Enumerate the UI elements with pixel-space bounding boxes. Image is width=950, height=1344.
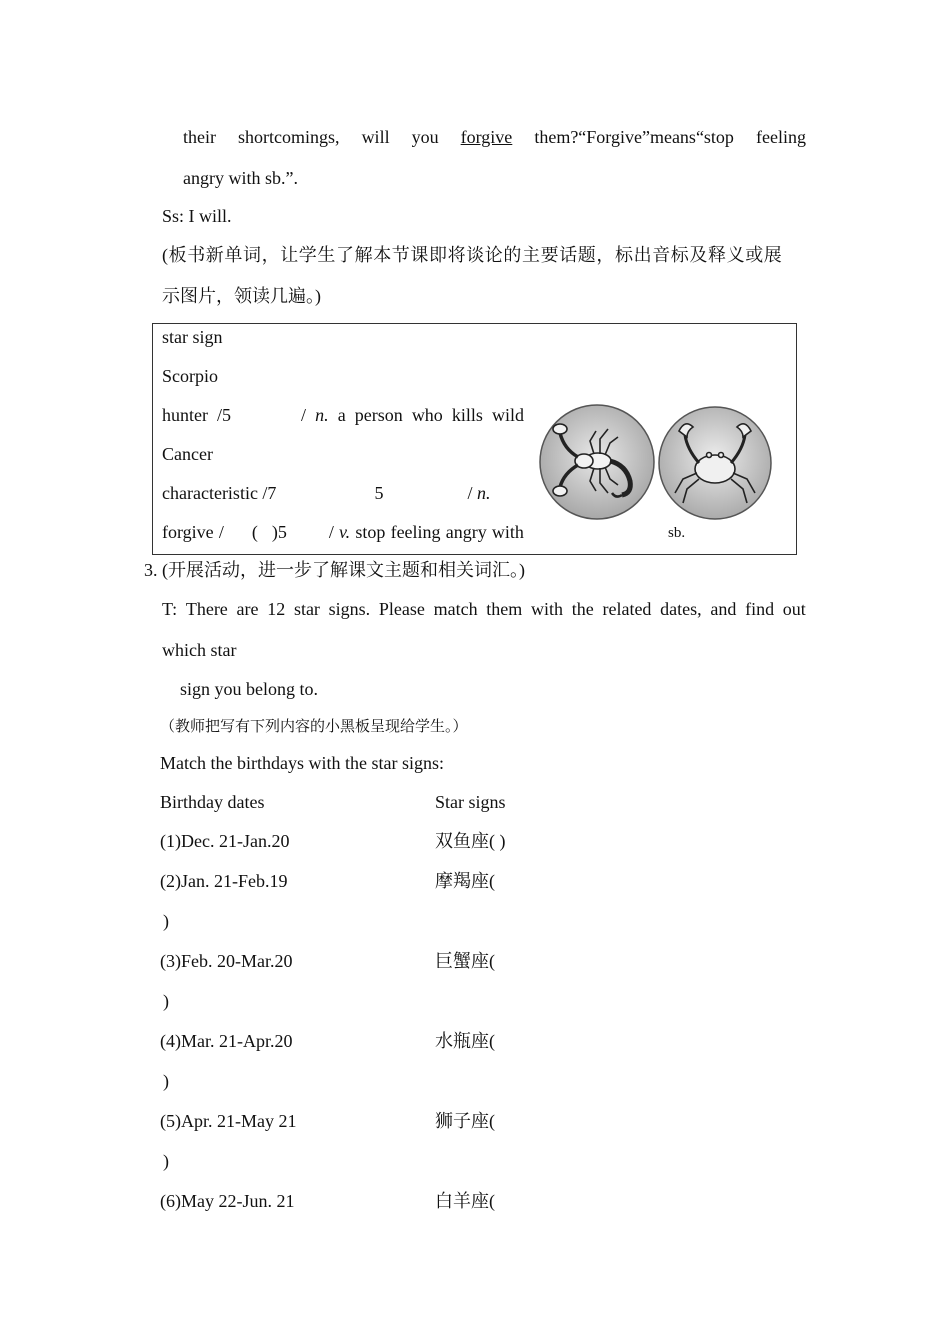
phonetic: /  ( )5   / xyxy=(218,522,334,542)
vocab-cancer: Cancer xyxy=(162,444,213,464)
teacher-line-1 xyxy=(162,598,806,620)
word: their xyxy=(183,127,216,147)
row-1-sign: 双鱼座( ) xyxy=(435,831,506,851)
word: wild xyxy=(491,405,524,425)
row-2-date: (2)Jan. 21-Feb.19 xyxy=(160,871,288,891)
teaching-note-line-2: 示图片，领读几遍。) xyxy=(162,286,321,306)
vocab-forgive-trailing: sb. xyxy=(668,525,686,541)
blackboard-note: （教师把写有下列内容的小黑板呈现给学生。） xyxy=(160,719,468,735)
section-3-heading: 3. (开展活动，进一步了解课文主题和相关词汇。) xyxy=(144,560,525,580)
word: them xyxy=(486,599,523,619)
word: who xyxy=(411,405,443,425)
word: will xyxy=(361,127,390,147)
word: kills xyxy=(451,405,483,425)
word: with xyxy=(531,599,564,619)
teacher-line-2: which star xyxy=(162,640,237,660)
word: out xyxy=(782,599,806,619)
word: them?“Forgive”means“stop xyxy=(534,127,734,147)
word: and xyxy=(710,599,737,619)
row-4-sign: 水瓶座( xyxy=(435,1031,495,1051)
teacher-line-3: sign you belong to. xyxy=(180,679,318,699)
row-4-date: (4)Mar. 21-Apr.20 xyxy=(160,1031,293,1051)
word: There xyxy=(185,599,228,619)
word: with xyxy=(491,522,524,542)
row-3-date: (3)Feb. 20-Mar.20 xyxy=(160,951,293,971)
word: dates, xyxy=(660,599,702,619)
word: a xyxy=(337,405,346,425)
vocab-star-sign: star sign xyxy=(162,327,223,347)
teaching-note-line-1: (板书新单词，让学生了解本节课即将谈论的主要话题，标出音标及释义或展 xyxy=(162,245,783,265)
word: star xyxy=(293,599,320,619)
row-3-sign: 巨蟹座( xyxy=(435,951,495,971)
vocab-forgive xyxy=(162,521,524,543)
word: the xyxy=(571,599,594,619)
intro-line-1 xyxy=(183,126,806,148)
word: you xyxy=(411,127,439,147)
intro-line-2: angry with sb.”. xyxy=(183,168,298,188)
word: forgive xyxy=(162,522,214,542)
word: stop xyxy=(355,522,386,542)
column-header-dates: Birthday dates xyxy=(160,792,265,812)
row-2-close: ) xyxy=(163,911,169,931)
row-5-date: (5)Apr. 21-May 21 xyxy=(160,1111,297,1131)
row-6-sign: 白羊座( xyxy=(435,1191,495,1211)
word: Please xyxy=(378,599,425,619)
word: feeling xyxy=(390,522,441,542)
scorpion-illustration xyxy=(538,403,656,521)
column-header-signs: Star signs xyxy=(435,792,506,812)
underlined-word-forgive: forgive xyxy=(460,127,513,147)
word-and-phonetic: characteristic /7       5      / xyxy=(162,483,477,503)
word: related xyxy=(602,599,652,619)
part-of-speech: n. xyxy=(476,483,491,503)
word: T: xyxy=(162,599,178,619)
part-of-speech: v. xyxy=(339,522,351,542)
vocab-characteristic xyxy=(162,482,490,504)
word: shortcomings, xyxy=(238,127,340,147)
row-5-close: ) xyxy=(163,1151,169,1171)
word: feeling xyxy=(755,127,806,147)
word: 12 xyxy=(267,599,286,619)
vocab-hunter xyxy=(162,404,524,426)
phonetic: /5     / xyxy=(217,405,307,425)
word: find xyxy=(745,599,775,619)
row-5-sign: 狮子座( xyxy=(435,1111,495,1131)
match-instruction: Match the birthdays with the star signs: xyxy=(160,753,444,773)
students-reply: Ss: I will. xyxy=(162,206,232,226)
crab-illustration xyxy=(657,405,773,521)
row-2-sign: 摩羯座( xyxy=(435,871,495,891)
row-6-date: (6)May 22-Jun. 21 xyxy=(160,1191,295,1211)
part-of-speech: n. xyxy=(315,405,329,425)
vocab-scorpio: Scorpio xyxy=(162,366,218,386)
word: signs. xyxy=(328,599,371,619)
word: person xyxy=(354,405,403,425)
word: match xyxy=(433,599,478,619)
word: angry xyxy=(445,522,487,542)
row-4-close: ) xyxy=(163,1071,169,1091)
word: hunter xyxy=(162,405,208,425)
row-1-date: (1)Dec. 21-Jan.20 xyxy=(160,831,290,851)
word: are xyxy=(236,599,259,619)
row-3-close: ) xyxy=(163,991,169,1011)
